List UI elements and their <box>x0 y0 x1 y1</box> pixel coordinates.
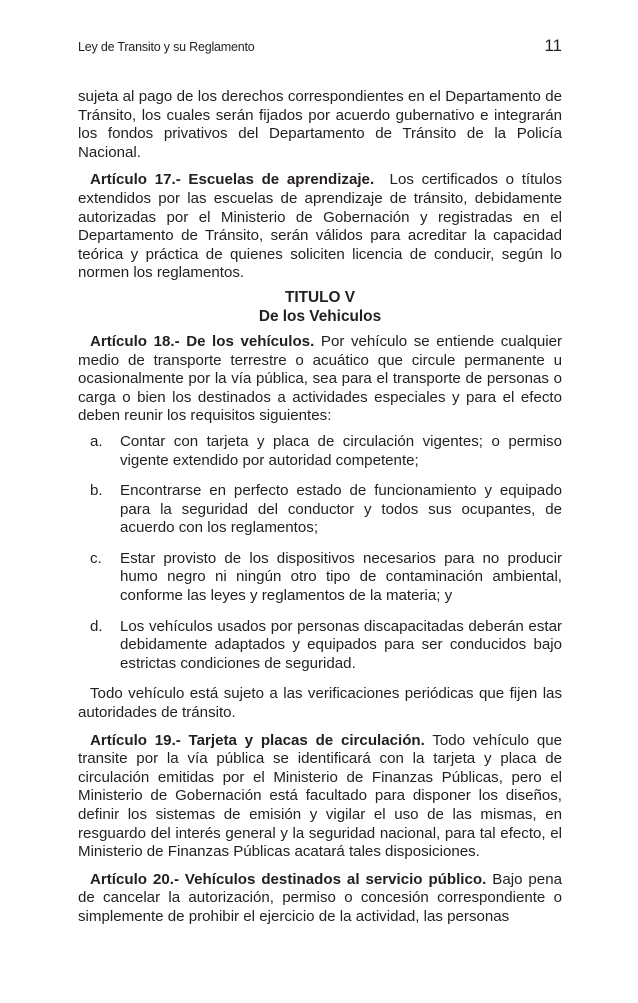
titulo-name: De los Vehiculos <box>258 307 382 325</box>
running-header <box>78 36 562 58</box>
list-item-text: Estar provisto de los dispositivos necesarios para no producir humo negro ni ningún otro tipo de contaminación ambiental, conforme las leyes y reglamentos de la materia; y <box>120 549 562 605</box>
list-item-text: Encontrarse en perfecto estado de funcionamiento y equipado para la seguridad del conductor y todos sus ocupantes, de acuerdo con los reglamentos; <box>120 482 562 537</box>
article-19-text: Todo vehículo que transite por la vía pública se identificará con la tarjeta y placa de circulación emitidas por el Ministerio de Finanzas Públicas, pero el Ministerio de Gobernación está facultado para disponer los diseños, definir los sistemas de emisión y vigilar el uso de las mismas, en resguardo del interés general y la seguridad nacional, para tal efecto, el Ministerio de Finanzas Públicas acatará tales disposiciones. <box>78 731 563 861</box>
article-20-title: Artículo 20.- Vehículos destinados al servicio público. <box>90 870 487 888</box>
article-17-text: Los certificados o títulos extendidos por las escuelas de aprendizaje de tránsito, debidamente autorizadas por el Ministerio de Gobernación y registradas en el Departamento de Tránsito, serán válidos para acreditar la capacidad teórica y práctica de quienes soliciten licencia de conducir, según lo normen los reglamentos. <box>78 171 562 282</box>
article-18-title: Artículo 18.- De los vehículos. <box>90 332 315 350</box>
article-18-text: Por vehículo se entiende cualquier medio de transporte terrestre o acuático que circule permanente u ocasionalmente por la vía pública, sea para el transporte de personas o carga o bien los destinados a actividades especiales y para el efecto deben reunir los requisitos siguientes: <box>78 332 563 425</box>
list-marker: a. <box>90 432 103 450</box>
article-20-text: Bajo pena de cancelar la autorización, permiso o concesión correspondiente o simplemente de prohibir el ejercicio de la actividad, las personas <box>78 870 562 925</box>
page-number: 11 <box>544 36 562 55</box>
list-item-text: Los vehículos usados por personas discapacitadas deberán estar debidamente adaptados y equipados para ser conducidos bajo estrictas condiciones de seguridad. <box>120 617 562 672</box>
requirements-list <box>78 433 562 674</box>
section-heading <box>78 288 562 326</box>
list-item <box>78 433 562 470</box>
list-marker: d. <box>90 617 103 635</box>
article-20 <box>78 871 562 927</box>
article-17 <box>78 171 562 283</box>
article-18 <box>78 333 562 426</box>
titulo-number: TITULO V <box>284 288 356 306</box>
article-19 <box>78 732 562 862</box>
article-18-closing: Todo vehículo está sujeto a las verificaciones periódicas que fijen las autoridades de tránsito. <box>78 685 562 722</box>
list-item <box>78 550 562 606</box>
article-17-title: Artículo 17.- Escuelas de aprendizaje. <box>90 171 375 189</box>
intro-paragraph: sujeta al pago de los derechos correspondientes en el Departamento de Tránsito, los cuales serán fijados por acuerdo gubernativo e integrarán los fondos privativos del Departamento de Tránsito de la Policía Nacional. <box>78 88 562 161</box>
list-marker: b. <box>90 482 103 500</box>
list-item <box>78 482 562 538</box>
article-19-title: Artículo 19.- Tarjeta y placas de circulación. <box>90 731 425 749</box>
body-text <box>78 88 562 927</box>
header-title: Ley de Transito y su Reglamento <box>78 40 255 54</box>
list-item-text: Contar con tarjeta y placa de circulación vigentes; o permiso vigente extendido por autoridad competente; <box>120 432 562 469</box>
list-marker: c. <box>90 549 102 567</box>
list-item <box>78 618 562 674</box>
